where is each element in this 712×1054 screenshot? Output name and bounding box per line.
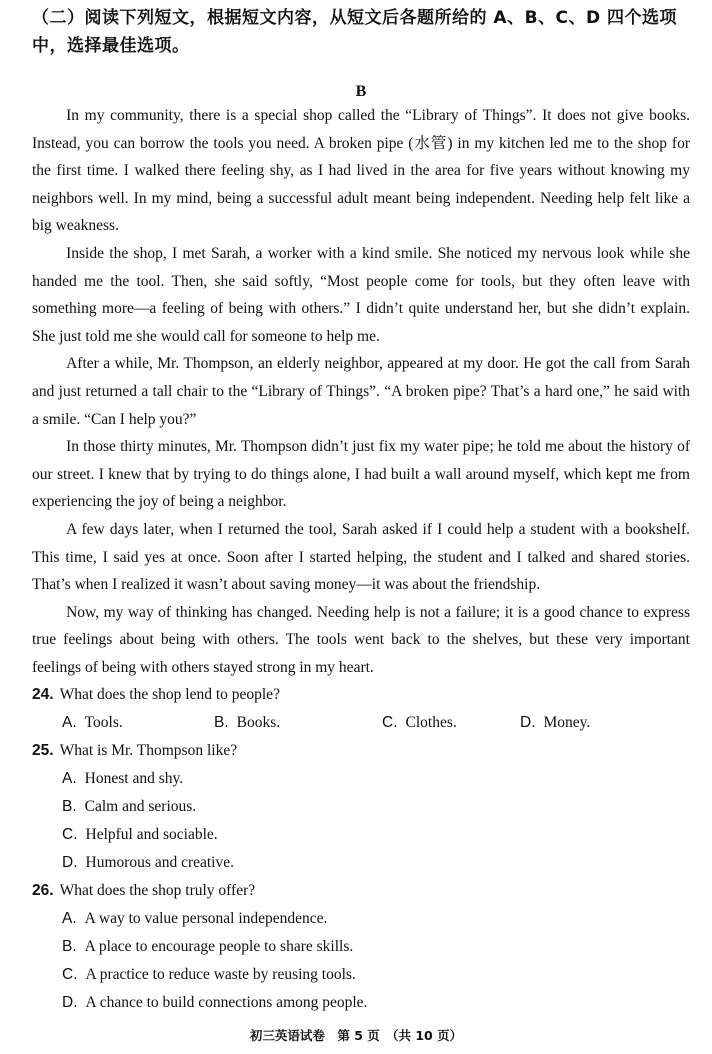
question-number: 26. xyxy=(32,882,54,900)
question-26 xyxy=(32,877,690,1017)
option-letter: C. xyxy=(62,826,78,844)
passage-paragraph: Now, my way of thinking has changed. Needing help is not a failure; it is a good chance to express true feelings about being with others. The tools went back to the shelves, but these very important feelings of being with others stayed strong in my heart. xyxy=(32,603,690,676)
option-letter: B. xyxy=(62,938,77,956)
answer-option-d[interactable] xyxy=(62,989,690,1017)
option-text: Honest and shy. xyxy=(84,770,184,788)
question-number: 24. xyxy=(32,686,54,704)
option-letter: D. xyxy=(520,714,536,732)
answer-option-a[interactable] xyxy=(62,765,380,793)
answer-option-c[interactable] xyxy=(62,961,690,989)
option-letter: D. xyxy=(62,994,78,1012)
option-text: A practice to reduce waste by reusing tools. xyxy=(85,966,356,984)
passage-paragraph: In my community, there is a special shop called the “Library of Things”. It does not give books. Instead, you can borrow the tools you need. A broken pipe (水管) in my kitchen led me to the shop for the first time. I walked there feeling shy, as I had lived in the area for five years without knowing my neighbors well. In my mind, being a successful adult meant being independent. Needing help felt like a big weakness. xyxy=(32,107,690,235)
question-stem xyxy=(32,737,690,765)
answer-option-b[interactable] xyxy=(62,793,380,821)
option-text: Humorous and creative. xyxy=(85,854,234,872)
answer-option-d[interactable] xyxy=(62,849,380,877)
passage-paragraph: After a while, Mr. Thompson, an elderly neighbor, appeared at my door. He got the call from Sarah and just returned a tall chair to the “Library of Things”. “A broken pipe? That’s a hard one,” he said with a smile. “Can I help you?” xyxy=(32,355,690,428)
question-text: What does the shop truly offer? xyxy=(59,882,256,900)
answer-option-c[interactable] xyxy=(382,709,520,737)
option-letter: D. xyxy=(62,854,78,872)
option-letter: C. xyxy=(62,966,78,984)
option-text: Clothes. xyxy=(405,714,457,732)
question-25 xyxy=(32,737,690,877)
answer-option-a[interactable] xyxy=(62,709,214,737)
option-letter: B. xyxy=(214,714,229,732)
answer-option-b[interactable] xyxy=(214,709,382,737)
option-text: A way to value personal independence. xyxy=(84,910,328,928)
option-letter: B. xyxy=(62,798,77,816)
option-letter: A. xyxy=(62,714,77,732)
option-letter: A. xyxy=(62,770,77,788)
answer-options xyxy=(32,765,690,877)
answer-option-c[interactable] xyxy=(62,821,380,849)
option-text: A place to encourage people to share skills. xyxy=(84,938,354,956)
question-text: What does the shop lend to people? xyxy=(59,686,280,704)
question-stem xyxy=(32,877,690,905)
page-footer: 初三英语试卷 第 5 页 （共 10 页） xyxy=(249,1028,463,1043)
option-text: Calm and serious. xyxy=(84,798,197,816)
answer-option-a[interactable] xyxy=(62,905,690,933)
option-text: A chance to build connections among people. xyxy=(85,994,368,1012)
option-text: Money. xyxy=(543,714,591,732)
passage-paragraph: A few days later, when I returned the tool, Sarah asked if I could help a student with a bookshelf. This time, I said yes at once. Soon after I started helping, the student and I talked and shared stories. That’s when I realized it wasn’t about saving money—it was about the friendship. xyxy=(32,520,690,594)
option-text: Books. xyxy=(236,714,281,732)
option-text: Tools. xyxy=(84,714,123,732)
option-letter: C. xyxy=(382,714,398,732)
option-letter: A. xyxy=(62,910,77,928)
passage-paragraph: Inside the shop, I met Sarah, a worker with a kind smile. She noticed my nervous look while she handed me the tool. Then, she said softly, “Most people come for tools, but they often leave with something more—a feeling of being with others.” I didn’t quite understand her, but she didn’t explain. She just told me she would call for someone to help me. xyxy=(32,244,690,345)
reading-passage xyxy=(32,102,690,681)
passage-paragraph: In those thirty minutes, Mr. Thompson didn’t just fix my water pipe; he told me about the history of our street. I knew that by trying to do things alone, I had built a wall around myself, which kept me from experiencing the joy of being a neighbor. xyxy=(32,438,690,511)
question-number: 25. xyxy=(32,742,54,760)
question-24 xyxy=(32,681,690,737)
question-stem xyxy=(32,681,690,709)
passage-letter: B xyxy=(355,83,367,100)
answer-options xyxy=(32,709,690,737)
question-text: What is Mr. Thompson like? xyxy=(59,742,238,760)
answer-option-b[interactable] xyxy=(62,933,690,961)
answer-option-d[interactable] xyxy=(520,709,590,737)
option-text: Helpful and sociable. xyxy=(85,826,218,844)
answer-options xyxy=(32,905,690,1017)
section-instructions: （二）阅读下列短文，根据短文内容，从短文后各题所给的 A、B、C、D 四个选项中，选择最佳选项。 xyxy=(32,8,678,56)
